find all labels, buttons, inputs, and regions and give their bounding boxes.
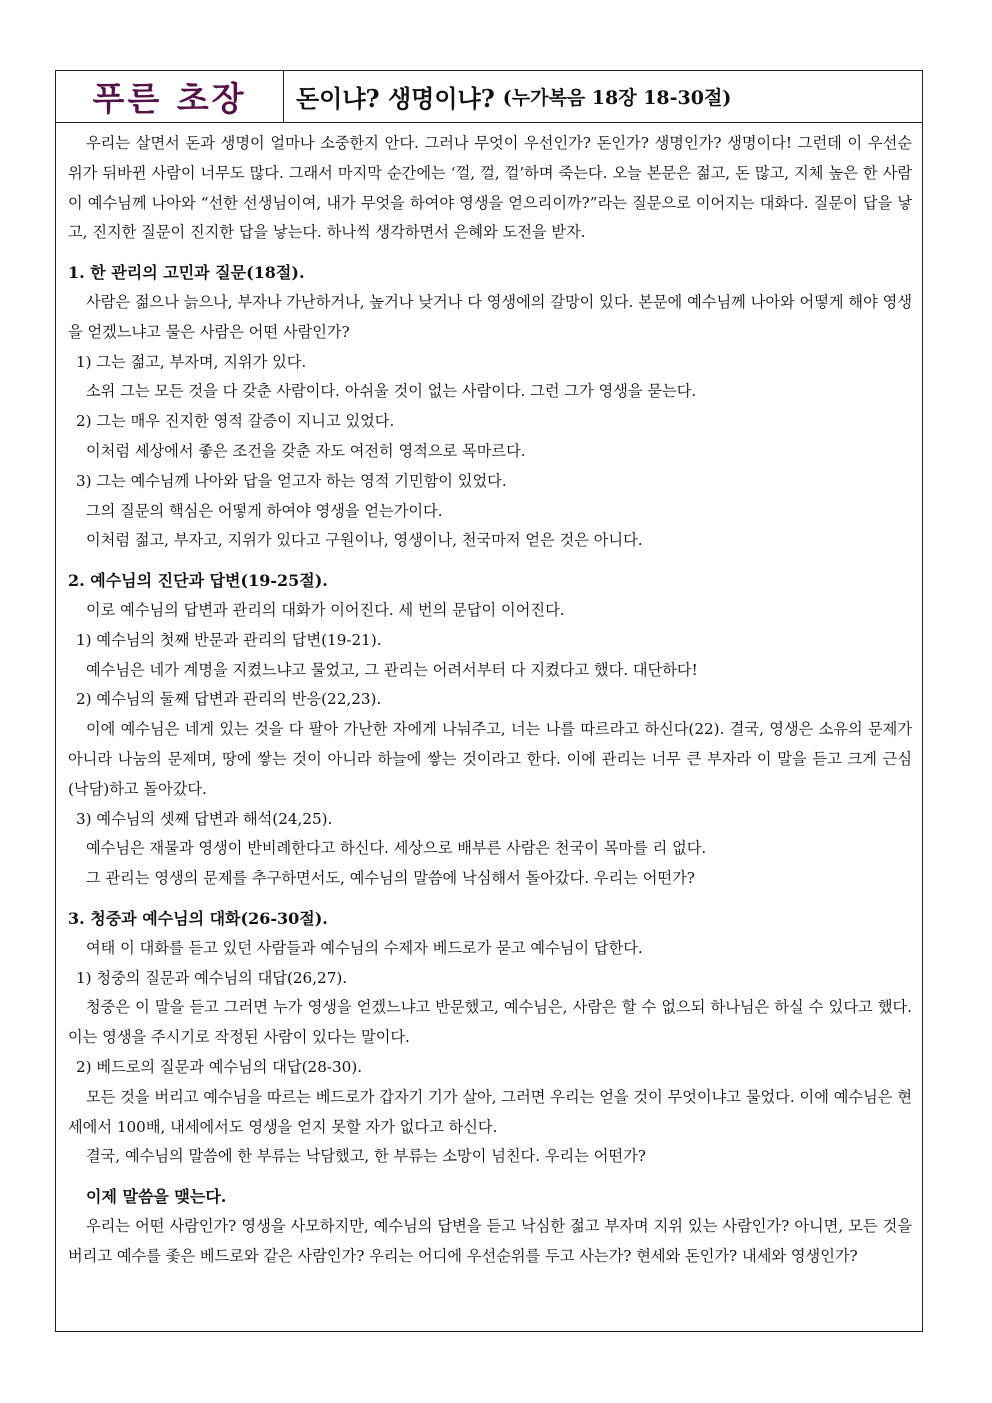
section2-point1-text: 예수님은 네가 계명을 지켰느냐고 물었고, 그 관리는 어려서부터 다 지켰다고 했다. 대단하다! [86,660,698,679]
section2-point3-text2: 그 관리는 영생의 문제를 추구하면서도, 예수님의 말씀에 낙심해서 돌아갔다. 우리는 어떤가? [86,869,695,888]
section1-point2-heading: 2) 그는 매우 진지한 영적 갈증이 지니고 있었다. [76,412,395,431]
section2-point3-text1: 예수님은 재물과 영생이 반비례한다고 하신다. 세상으로 배부른 사람은 천국이 목마를 리 없다. [86,839,707,858]
sermon-body [56,123,922,1271]
section3-point1-heading: 1) 청중의 질문과 예수님의 대답(26,27). [76,968,348,987]
section2-point2-heading: 2) 예수님의 둘째 답변과 관리의 반응(22,23). [76,690,382,709]
section2-point1-heading: 1) 예수님의 첫째 반문과 관리의 답변(19-21). [76,630,382,649]
bulletin-frame [55,70,923,1332]
section1-heading: 1. 한 관리의 고민과 질문(18절). [68,263,305,283]
intro-paragraph: 우리는 살면서 돈과 생명이 얼마나 소중한지 안다. 그러나 무엇이 우선인가? 돈인가? 생명인가? 생명이다! 그런데 이 우선순위가 뒤바뀐 사람이 너무도 많다. 그래서 마지막 순간에는 ‘껄, 껄, 껄’하며 죽는다. 오늘 본문은 젊고, 돈 많고, 지체 높은 한 사람이 예수님께 나아와 “선한 선생님이여, 내가 무엇을 하여야 영생을 얻으리이까?”라는 질문으로 이어지는 대화다. 질문이 답을 낳고, 진지한 질문이 진지한 답을 낳는다. 하나씩 생각하면서 은혜와 도전을 받자. [68,134,912,242]
section2-paragraph: 이로 예수님의 답변과 관리의 대화가 이어진다. 세 번의 문답이 이어진다. [86,600,565,619]
section1-point1-text: 소위 그는 모든 것을 다 갖춘 사람이다. 아쉬울 것이 없는 사람이다. 그런 그가 영생을 묻는다. [86,382,697,401]
section1-point2-text: 이처럼 세상에서 좋은 조건을 갖춘 자도 여전히 영적으로 목마르다. [86,441,526,460]
section3-heading: 3. 청중과 예수님의 대화(26-30절). [68,908,328,928]
section2-point2-text: 이에 예수님은 네게 있는 것을 다 팔아 가난한 자에게 나눠주고, 너는 나를 따르라고 하신다(22). 결국, 영생은 소유의 문제가 아니라 나눔의 문제며, 땅에 쌓는 것이 아니라 하늘에 쌓는 것이라고 한다. 이에 관리는 너무 큰 부자라 이 말을 듣고 크게 근심(낙담)하고 돌아갔다. [68,720,912,798]
section3-point1-text: 청중은 이 말을 듣고 그러면 누가 영생을 얻겠느냐고 반문했고, 예수님은, 사람은 할 수 없으되 하나님은 하실 수 있다고 했다. 이는 영생을 주시기로 작정된 사람이 있다는 말이다. [68,998,912,1047]
section1-point1-heading: 1) 그는 젊고, 부자며, 지위가 있다. [76,352,307,371]
sermon-title-box [284,71,922,122]
brand-title: 푸른 초장 [56,71,284,122]
header [56,71,922,123]
section2-heading: 2. 예수님의 진단과 답변(19-25절). [68,571,328,591]
section3-paragraph: 여태 이 대화를 듣고 있던 사람들과 예수님의 수제자 베드로가 묻고 예수님이 답한다. [86,938,643,957]
section3-point2-text2: 결국, 예수님의 말씀에 한 부류는 낙담했고, 한 부류는 소망이 넘친다. 우리는 어떤가? [86,1147,646,1166]
section1-point3-text2: 이처럼 젊고, 부자고, 지위가 있다고 구원이나, 영생이나, 천국마저 얻은 것은 아니다. [86,531,643,550]
section2-point3-heading: 3) 예수님의 셋째 답변과 해석(24,25). [76,809,333,828]
conclusion-text: 우리는 어떤 사람인가? 영생을 사모하지만, 예수님의 답변을 듣고 낙심한 젊고 부자며 지위 있는 사람인가? 아니면, 모든 것을 버리고 예수를 좇은 베드로와 같은 사람인가? 우리는 어디에 우선순위를 두고 사는가? 현세와 돈인가? 내세와 영생인가? [68,1216,912,1265]
section1-point3-text1: 그의 질문의 핵심은 어떻게 하여야 영생을 얻는가이다. [86,501,443,520]
scripture-reference: (누가복음 18장 18-30절) [502,87,732,109]
conclusion-heading: 이제 말씀을 맺는다. [86,1187,227,1207]
sermon-title: 돈이냐? 생명이냐? [296,84,495,113]
section1-paragraph: 사람은 젊으나 늙으나, 부자나 가난하거나, 높거나 낮거나 다 영생에의 갈망이 있다. 본문에 예수님께 나아와 어떻게 해야 영생을 얻겠느냐고 물은 사람은 어떤 사람인가? [68,292,912,341]
section1-point3-heading: 3) 그는 예수님께 나아와 답을 얻고자 하는 영적 기민함이 있었다. [76,471,507,490]
section3-point2-heading: 2) 베드로의 질문과 예수님의 대답(28-30). [76,1057,363,1076]
section3-point2-text: 모든 것을 버리고 예수님을 따르는 베드로가 갑자기 기가 살아, 그러면 우리는 얻을 것이 무엇이냐고 물었다. 이에 예수님은 현세에서 100배, 내세에서도 영생을 얻지 못할 자가 없다고 하신다. [68,1087,912,1136]
